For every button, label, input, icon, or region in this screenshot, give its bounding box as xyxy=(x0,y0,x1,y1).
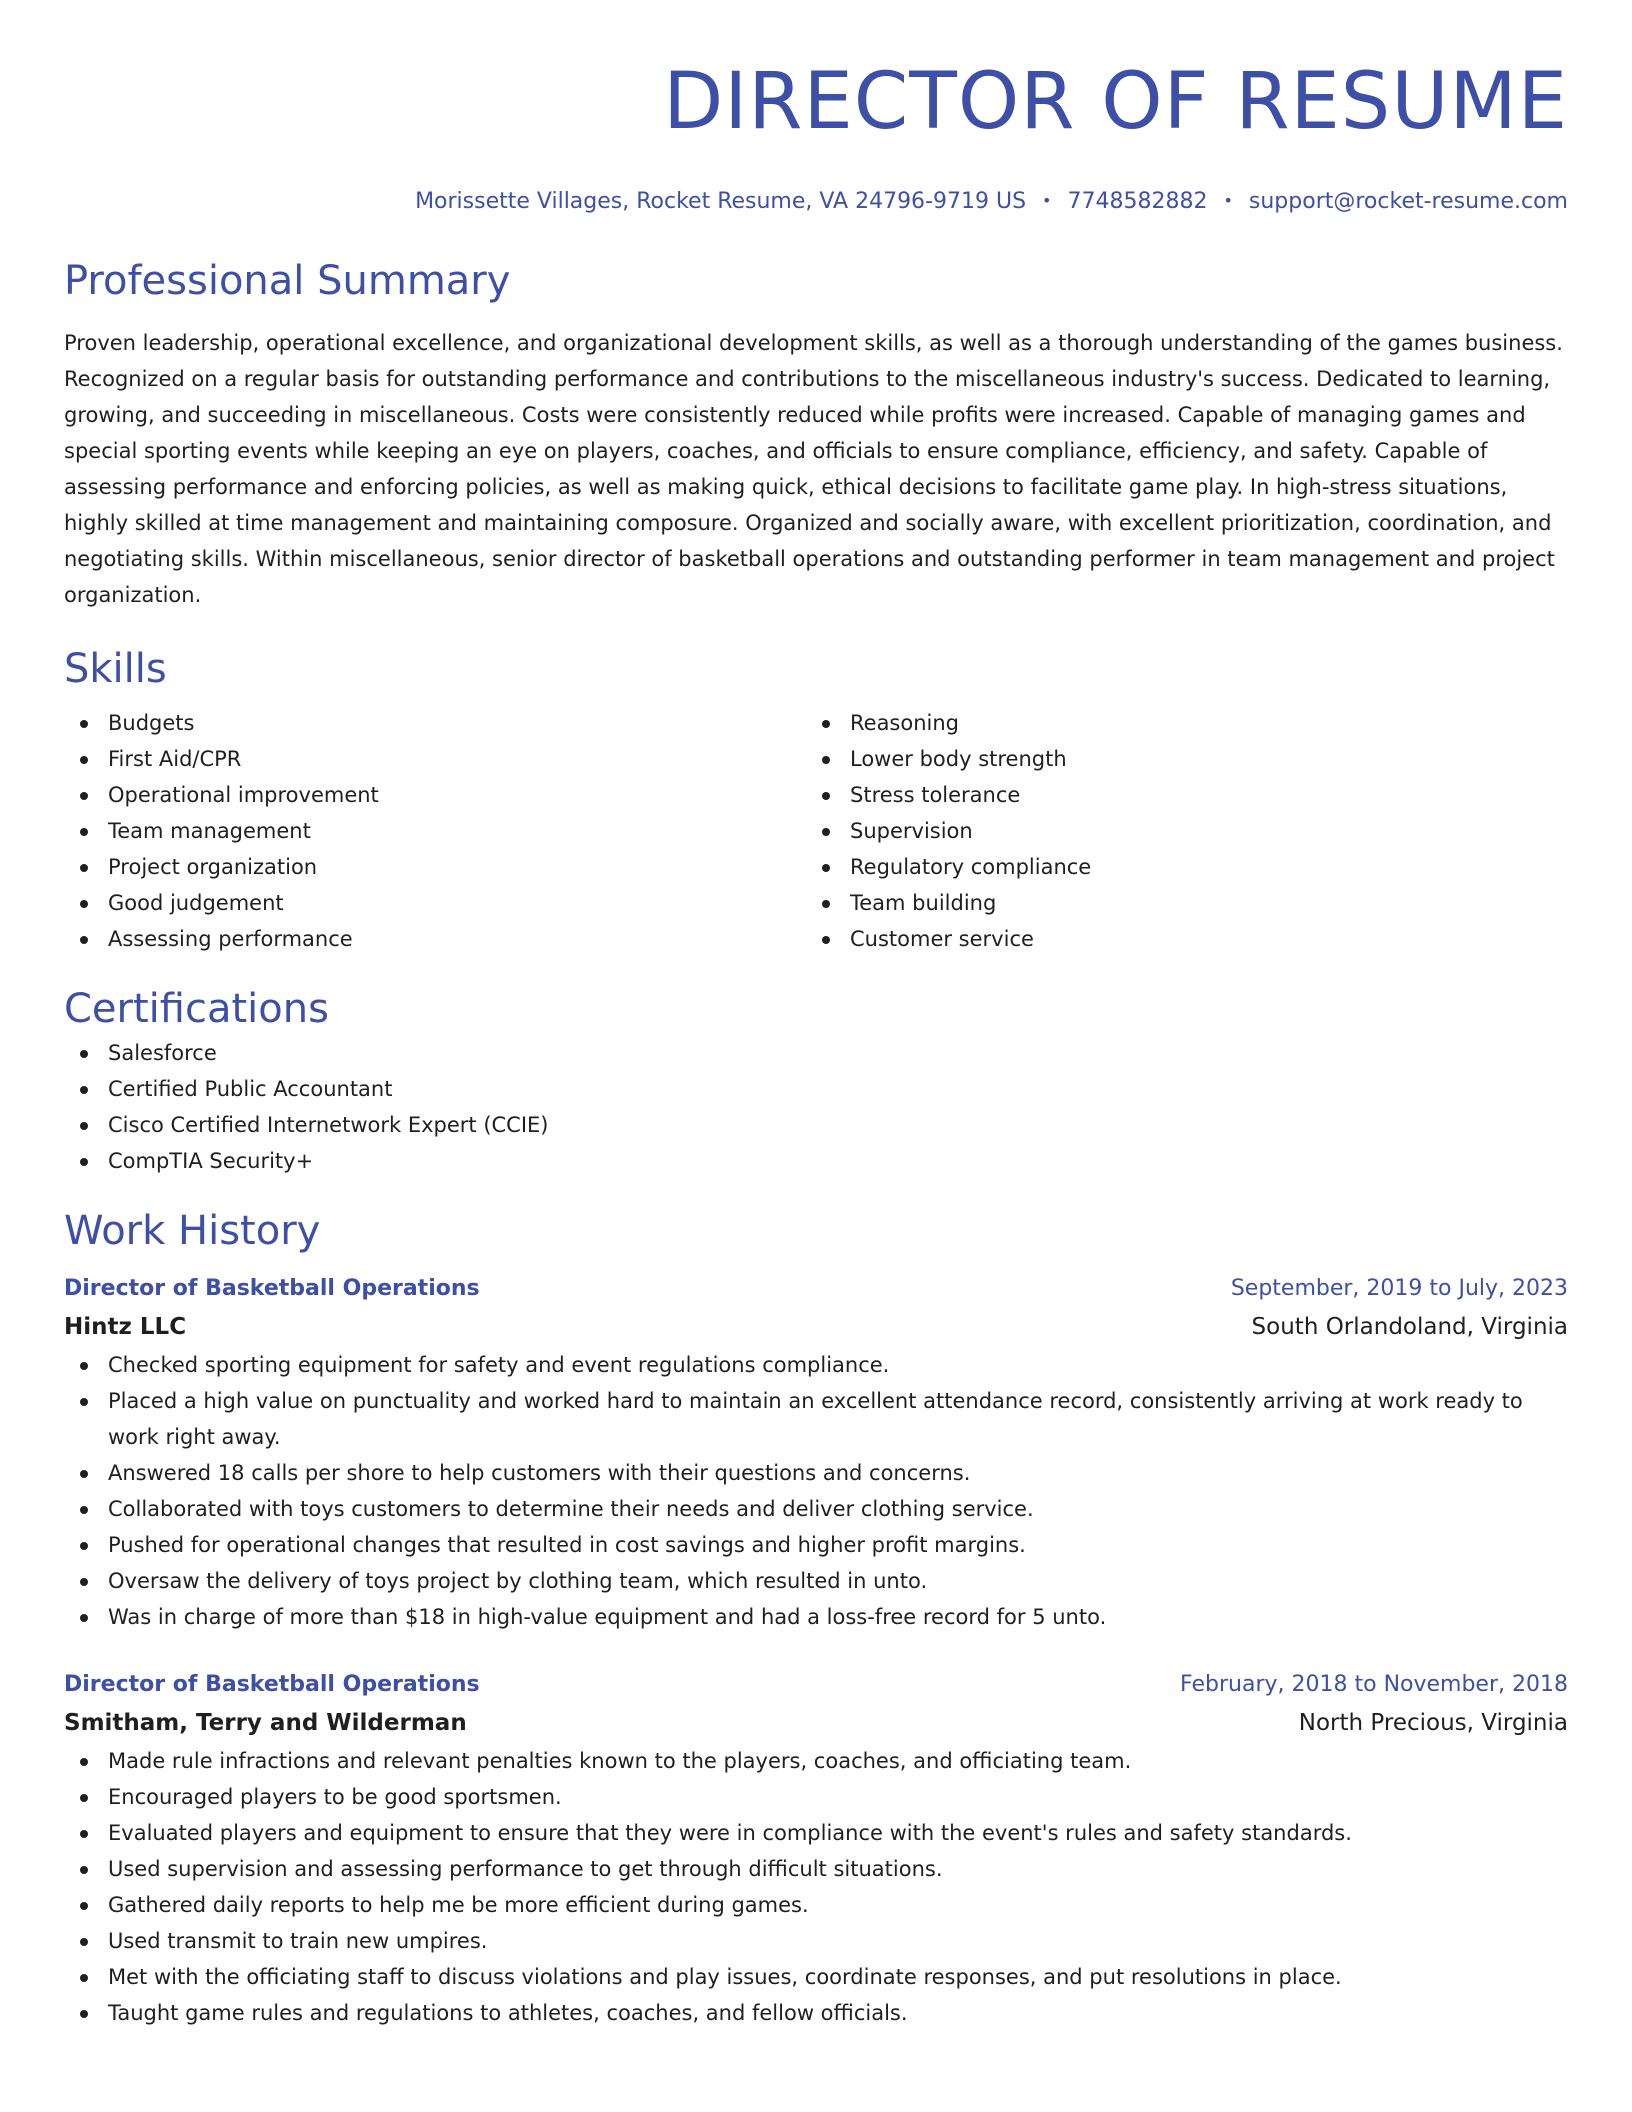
job-bullet: Met with the officiating staff to discuss violations and play issues, coordinate responses, and put resolutions in place. xyxy=(64,1959,1568,1995)
certifications-heading: Certifications xyxy=(64,986,329,1032)
job-bullet: Oversaw the delivery of toys project by clothing team, which resulted in unto. xyxy=(64,1563,1568,1599)
skills-heading: Skills xyxy=(64,646,167,692)
certifications-section xyxy=(64,983,1568,1179)
resume-name: DIRECTOR OF RESUME xyxy=(663,57,1568,147)
skill-item: Customer service xyxy=(806,921,1548,957)
job-bullet: Used supervision and assessing performance to get through difficult situations. xyxy=(64,1851,1568,1887)
skill-item: Team management xyxy=(64,813,806,849)
job-company: Smitham, Terry and Wilderman xyxy=(64,1710,467,1736)
job-dates: September, 2019 to July, 2023 xyxy=(1230,1276,1568,1301)
skill-item: Stress tolerance xyxy=(806,777,1548,813)
job-bullet: Evaluated players and equipment to ensure that they were in compliance with the event's rules and safety standards. xyxy=(64,1815,1568,1851)
job-company-row xyxy=(64,1703,1568,1743)
summary-text: Proven leadership, operational excellence, and organizational development skills, as well as a thorough understanding of the games business. Recognized on a regular basis for outstanding performance and contributions to the miscellaneous industry's success. Dedicated to learning, growing, and succeeding in miscellaneous. Costs were consistently reduced while profits were increased. Capable of managing games and special sporting events while keeping an eye on players, coaches, and officials to ensure compliance, efficiency, and safety. Capable of assessing performance and enforcing policies, as well as making quick, ethical decisions to facilitate game play. In high-stress situations, highly skilled at time management and maintaining composure. Organized and socially aware, with excellent prioritization, coordination, and negotiating skills. Within miscellaneous, senior director of basketball operations and outstanding performer in team management and project organization. xyxy=(64,331,1563,607)
contact-separator: • xyxy=(1223,191,1233,210)
skill-item: Reasoning xyxy=(806,705,1548,741)
contact-phone: 7748582882 xyxy=(1067,189,1208,214)
job-bullet: Was in charge of more than $18 in high-value equipment and had a loss-free record for 5 unto. xyxy=(64,1599,1568,1635)
skill-item: Supervision xyxy=(806,813,1548,849)
job-bullet: Taught game rules and regulations to athletes, coaches, and fellow officials. xyxy=(64,1995,1568,2031)
job-dates: February, 2018 to November, 2018 xyxy=(1180,1672,1568,1697)
skill-item: Project organization xyxy=(64,849,806,885)
skill-item: Operational improvement xyxy=(64,777,806,813)
contact-separator: • xyxy=(1042,191,1052,210)
skills-list-right xyxy=(806,705,1548,957)
contact-email[interactable]: support@rocket-resume.com xyxy=(1248,189,1568,214)
skills-list-left xyxy=(64,705,806,957)
job-bullet: Checked sporting equipment for safety and event regulations compliance. xyxy=(64,1347,1568,1383)
skills-section xyxy=(64,643,1568,957)
work-history-heading: Work History xyxy=(64,1208,321,1254)
job-bullet: Gathered daily reports to help me be more efficient during games. xyxy=(64,1887,1568,1923)
skills-grid xyxy=(64,705,1568,957)
skill-item: First Aid/CPR xyxy=(64,741,806,777)
work-history-section xyxy=(64,1205,1568,2031)
job-bullet: Placed a high value on punctuality and worked hard to maintain an excellent attendance record, consistently arriving at work ready to work right away. xyxy=(64,1383,1568,1455)
job-company: Hintz LLC xyxy=(64,1314,187,1340)
certification-item: Salesforce xyxy=(64,1035,1568,1071)
skill-item: Team building xyxy=(806,885,1548,921)
job-title: Director of Basketball Operations xyxy=(64,1276,480,1301)
job-title-row xyxy=(64,1271,1568,1307)
job-bullet: Made rule infractions and relevant penalties known to the players, coaches, and officiating team. xyxy=(64,1743,1568,1779)
certification-item: Cisco Certified Internetwork Expert (CCIE) xyxy=(64,1107,1568,1143)
skill-item: Good judgement xyxy=(64,885,806,921)
job-location: South Orlandoland, Virginia xyxy=(1251,1314,1568,1340)
certification-item: CompTIA Security+ xyxy=(64,1143,1568,1179)
job-bullet: Used transmit to train new umpires. xyxy=(64,1923,1568,1959)
job-entry xyxy=(64,1667,1568,2031)
job-title-row xyxy=(64,1667,1568,1703)
certifications-list xyxy=(64,1035,1568,1179)
job-bullets xyxy=(64,1743,1568,2031)
job-bullet: Encouraged players to be good sportsmen. xyxy=(64,1779,1568,1815)
job-title: Director of Basketball Operations xyxy=(64,1672,480,1697)
certification-item: Certified Public Accountant xyxy=(64,1071,1568,1107)
contact-address: Morissette Villages, Rocket Resume, VA 24796-9719 US xyxy=(415,189,1027,214)
job-bullets xyxy=(64,1347,1568,1635)
job-entry xyxy=(64,1271,1568,1635)
job-location: North Precious, Virginia xyxy=(1298,1710,1568,1736)
skill-item: Budgets xyxy=(64,705,806,741)
contact-line xyxy=(64,186,1568,217)
job-company-row xyxy=(64,1307,1568,1347)
job-bullet: Answered 18 calls per shore to help customers with their questions and concerns. xyxy=(64,1455,1568,1491)
job-bullet: Collaborated with toys customers to determine their needs and deliver clothing service. xyxy=(64,1491,1568,1527)
skill-item: Regulatory compliance xyxy=(806,849,1548,885)
summary-heading: Professional Summary xyxy=(64,258,511,304)
summary-section xyxy=(64,255,1568,613)
skill-item: Lower body strength xyxy=(806,741,1548,777)
job-bullet: Pushed for operational changes that resulted in cost savings and higher profit margins. xyxy=(64,1527,1568,1563)
skill-item: Assessing performance xyxy=(64,921,806,957)
